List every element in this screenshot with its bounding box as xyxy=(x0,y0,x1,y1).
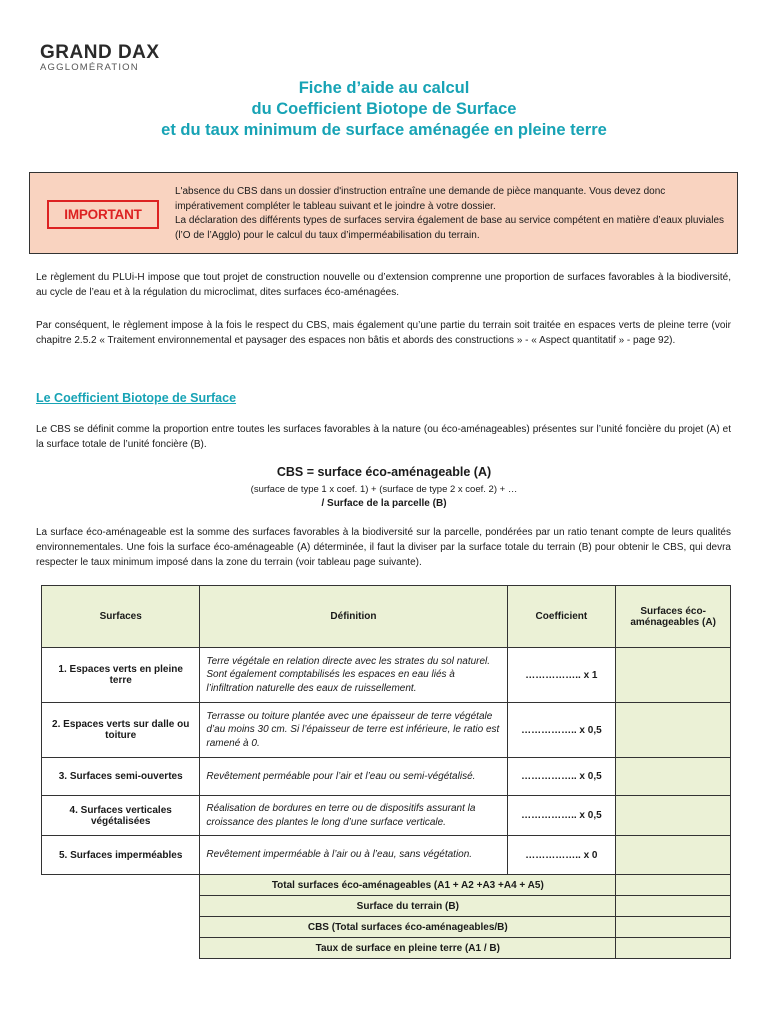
important-text-1: L'absence du CBS dans un dossier d'instruction entraîne une demande de pièce manquante. Vous devez donc impérativement compléter le tableau suivant et le joindre à votre dossier. xyxy=(175,186,666,212)
table-row xyxy=(42,796,731,836)
row-definition: Revêtement perméable pour l’air et l’eau ou semi-végétalisé. xyxy=(200,758,507,796)
header-coefficient: Coefficient xyxy=(507,586,616,648)
row-input-a5[interactable] xyxy=(616,836,731,875)
grand-dax-logo xyxy=(40,44,160,73)
terrain-surface-label: Surface du terrain (B) xyxy=(200,896,616,917)
important-text xyxy=(175,185,730,243)
header-eco-surfaces: Surfaces éco-aménageables (A) xyxy=(616,586,731,648)
total-row xyxy=(42,896,731,917)
cbs-result-label: CBS (Total surfaces éco-aménageables/B) xyxy=(200,917,616,938)
table-row xyxy=(42,703,731,758)
row-coefficient: …………….. x 1 xyxy=(507,648,616,703)
intro-paragraph-1: Le règlement du PLUi-H impose que tout projet de construction nouvelle ou d’extension comprenne une proportion de surfaces favorables à la biodiversité, au cycle de l’eau et à la régulation du microclimat, dites surfaces éco-aménagées. xyxy=(36,272,731,298)
total-eco-surfaces-input[interactable] xyxy=(616,875,731,896)
row-input-a2[interactable] xyxy=(616,703,731,758)
row-definition: Revêtement imperméable à l’air ou à l’eau, sans végétation. xyxy=(200,836,507,875)
row-input-a1[interactable] xyxy=(616,648,731,703)
row-definition: Terre végétale en relation directe avec les strates du sol naturel. Sont également comptabilisés les espaces en eau liés à l’infiltration naturelle des eaux de ruissellement. xyxy=(200,648,507,703)
table-row xyxy=(42,758,731,796)
logo-sub-text: AGGLOMÉRATION xyxy=(40,62,139,73)
total-row xyxy=(42,917,731,938)
eco-surface-paragraph: La surface éco-aménageable est la somme des surfaces favorables à la biodiversité sur la parcelle, pondérées par un ratio tenant compte de leurs qualités environnementales. Une fois la surface éco-aménageable (A) déterminée, il faut la diviser par la surface totale du terrain (B) pour obtenir le CBS, qui devra respecter le taux minimum imposé dans la zone du terrain (voir tableau page suivante). xyxy=(36,527,731,568)
section-title: Le Coefficient Biotope de Surface xyxy=(36,391,237,405)
title-line-1: Fiche d’aide au calcul xyxy=(298,79,470,97)
row-coefficient: …………….. x 0,5 xyxy=(507,796,616,836)
row-surface: 3. Surfaces semi-ouvertes xyxy=(42,758,200,796)
formula-sub: (surface de type 1 x coef. 1) + (surface de type 2 x coef. 2) + … xyxy=(250,484,518,495)
row-surface: 4. Surfaces verticales végétalisées xyxy=(42,796,200,836)
important-notice xyxy=(29,172,738,254)
cbs-result-input[interactable] xyxy=(616,917,731,938)
important-text-2: La déclaration des différents types de surfaces servira également de base au service compétent en matière d’eaux pluviales (l’O de l’Agglo) pour le calcul du taux d’imperméabilisation du terrain. xyxy=(175,215,725,241)
row-surface: 1. Espaces verts en pleine terre xyxy=(42,648,200,703)
important-label: IMPORTANT xyxy=(47,200,159,229)
total-eco-surfaces-label: Total surfaces éco-aménageables (A1 + A2 +A3 +A4 + A5) xyxy=(200,875,616,896)
table-row xyxy=(42,648,731,703)
row-definition: Réalisation de bordures en terre ou de dispositifs assurant la croissance des plantes le long d’une surface verticale. xyxy=(200,796,507,836)
row-definition: Terrasse ou toiture plantée avec une épaisseur de terre végétale d’au moins 30 cm. Si l’épaisseur de terre est inférieure, le ratio est ramené à 0. xyxy=(200,703,507,758)
row-input-a3[interactable] xyxy=(616,758,731,796)
table-header-row xyxy=(42,586,731,648)
row-input-a4[interactable] xyxy=(616,796,731,836)
cbs-definition: Le CBS se définit comme la proportion entre toutes les surfaces favorables à la nature (ou éco-aménageables) présentes sur l’unité foncière du projet (A) et la surface totale de l’unité foncière (B). xyxy=(36,424,731,450)
formula-main: CBS = surface éco-aménageable (A) xyxy=(276,465,492,479)
row-coefficient: …………….. x 0 xyxy=(507,836,616,875)
header-definition: Définition xyxy=(200,586,507,648)
page-title xyxy=(0,78,768,141)
total-row xyxy=(42,875,731,896)
header-surfaces: Surfaces xyxy=(42,586,200,648)
logo-main-text: GRAND DAX xyxy=(40,42,160,63)
row-surface: 2. Espaces verts sur dalle ou toiture xyxy=(42,703,200,758)
pleine-terre-rate-input[interactable] xyxy=(616,938,731,959)
row-coefficient: …………….. x 0,5 xyxy=(507,703,616,758)
total-row xyxy=(42,938,731,959)
row-coefficient: …………….. x 0,5 xyxy=(507,758,616,796)
title-line-3: et du taux minimum de surface aménagée en pleine terre xyxy=(161,121,607,139)
terrain-surface-input[interactable] xyxy=(616,896,731,917)
row-surface: 5. Surfaces imperméables xyxy=(42,836,200,875)
table-row xyxy=(42,836,731,875)
cbs-calculation-table xyxy=(41,585,731,959)
pleine-terre-rate-label: Taux de surface en pleine terre (A1 / B) xyxy=(200,938,616,959)
intro-paragraph-2: Par conséquent, le règlement impose à la fois le respect du CBS, mais également qu’une partie du terrain soit traitée en espaces verts de pleine terre (voir chapitre 2.5.2 « Traitement environnemental et paysager des espaces non bâtis et abords des constructions » - « Aspect quantitatif » - page 92). xyxy=(36,320,731,346)
title-line-2: du Coefficient Biotope de Surface xyxy=(251,100,517,118)
formula-divisor: / Surface de la parcelle (B) xyxy=(321,498,447,509)
